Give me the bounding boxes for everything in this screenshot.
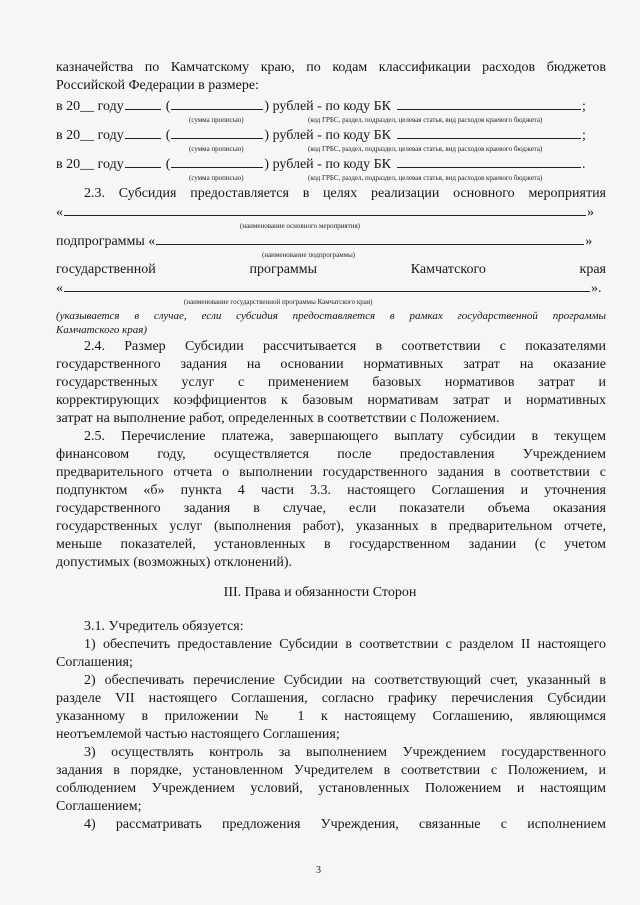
- year-row-1: [56, 97, 586, 116]
- sum-blank: [171, 155, 263, 168]
- gp-blank: [64, 279, 590, 292]
- gp-word: государственной: [56, 262, 156, 277]
- quote-open: «: [56, 281, 63, 296]
- rub-code-label: ) рублей - по коду БК: [264, 157, 392, 172]
- subprogram-hint: (наименование подпрограммы): [262, 251, 356, 259]
- s24-line-1: 2.4. Размер Субсидии рассчитывается в соответствии с показателями: [84, 339, 606, 354]
- code-hint: (код ГРБС, раздел, подраздел, целевая статья, вид расходов краевого бюджета): [308, 174, 543, 182]
- paren-open: (: [165, 128, 171, 143]
- year-row-2: [56, 126, 586, 145]
- row-end: ;: [582, 128, 586, 143]
- year-prefix: в 20__ году: [56, 128, 124, 143]
- paren-open: (: [165, 99, 171, 114]
- paren-open: (: [165, 157, 171, 172]
- sum-hint: (сумма прописью): [189, 174, 244, 182]
- page-number: 3: [316, 865, 321, 876]
- s31-p1-line-1: 1) обеспечить предоставление Субсидии в соответствии с разделом II настоящего: [84, 637, 606, 652]
- row-end: ;: [582, 99, 586, 114]
- year-blank: [125, 126, 161, 139]
- rub-code-label: ) рублей - по коду БК: [264, 99, 392, 114]
- year-blank: [125, 97, 161, 110]
- code-hint: (код ГРБС, раздел, подраздел, целевая статья, вид расходов краевого бюджета): [308, 116, 543, 124]
- s31-p2-line-2: разделе VII настоящего Соглашения, согласно графику перечисления Субсидии: [56, 691, 606, 706]
- main-activity-blank: [64, 203, 586, 216]
- s25-line-1: 2.5. Перечисление платежа, завершающего выплату субсидии в текущем: [84, 429, 606, 444]
- subprogram-row: [56, 232, 592, 251]
- s31-p3-line-2: задания в порядке, установленном Учредителем в соответствии с Положением, и: [56, 763, 606, 778]
- quote-close-dot: ».: [591, 281, 602, 296]
- gp-hint: (наименование государственной программы Камчатского края): [184, 298, 373, 306]
- intro-line-2: Российской Федерации в размере:: [56, 78, 259, 93]
- row-end: .: [582, 157, 586, 172]
- s25-line-7: меньше показателей, установленных в государственном задании (с учетом: [56, 537, 606, 552]
- rub-code-label: ) рублей - по коду БК: [264, 128, 392, 143]
- s31-p3-line-3: соблюдением Учреждением условий, установленных Положением и настоящим: [56, 781, 606, 796]
- s25-line-5: государственного задания в случае, если показатели объема оказания: [56, 501, 606, 516]
- quote-close: »: [587, 205, 594, 220]
- sum-hint: (сумма прописью): [189, 145, 244, 153]
- gp-name-row: [56, 279, 602, 298]
- s24-line-5: затрат на выполнение работ, определенных в соответствии с Положением.: [56, 411, 500, 426]
- s25-line-3: предварительного отчета о выполнении государственного задания в соответствии с: [56, 465, 606, 480]
- s25-line-4: подпунктом «б» пункта 4 части 3.3. настоящего Соглашения и уточнения: [56, 483, 606, 498]
- gp-word: программы: [249, 262, 318, 277]
- s24-line-2: государственного задания на основании нормативных затрат на оказание: [56, 357, 606, 372]
- s31-p3-line-4: Соглашением;: [56, 799, 142, 814]
- year-prefix: в 20__ году: [56, 157, 124, 172]
- gp-note-line-2: Камчатского края): [56, 324, 148, 336]
- s23-line-1: 2.3. Субсидия предоставляется в целях реализации основного мероприятия: [84, 186, 606, 201]
- year-blank: [125, 155, 161, 168]
- s31-p2-line-3: указанному в приложении № 1 к настоящему Соглашению, являющимся: [56, 709, 606, 724]
- code-blank: [397, 155, 581, 168]
- s24-line-4: корректирующих коэффициентов к базовым нормативам затрат и нормативных: [56, 393, 606, 408]
- sum-hint: (сумма прописью): [189, 116, 244, 124]
- year-row-3: [56, 155, 586, 174]
- s31-p2-line-1: 2) обеспечивать перечисление Субсидии на соответствующий счет, указанный в: [84, 673, 606, 688]
- s25-line-6: государственных услуг (выполнения работ), указанных в предварительном отчете,: [56, 519, 606, 534]
- s31-p4-line-1: 4) рассматривать предложения Учреждения, связанные с исполнением: [84, 817, 606, 832]
- subprogram-prefix: подпрограммы «: [56, 234, 156, 249]
- quote-close: »: [585, 234, 593, 249]
- main-activity-row: [56, 203, 594, 222]
- s25-line-2: финансовом году, осуществляется после предоставления Учреждением: [56, 447, 606, 462]
- section-heading: III. Права и обязанности Сторон: [223, 585, 417, 600]
- code-blank: [397, 126, 581, 139]
- s25-line-8: допустимых (возможных) отклонений).: [56, 555, 293, 570]
- gp-row: [56, 261, 606, 279]
- s31-p3-line-1: 3) осуществлять контроль за выполнением Учреждением государственного: [84, 745, 606, 760]
- main-activity-hint: (наименование основного мероприятия): [240, 222, 361, 230]
- s31-p1-line-2: Соглашения;: [56, 655, 133, 670]
- s31-p2-line-4: неотъемлемой частью настоящего Соглашения;: [56, 727, 340, 742]
- sum-blank: [171, 97, 263, 110]
- gp-note-line-1: (указывается в случае, если субсидия предоставляется в рамках государственной программы: [56, 310, 606, 322]
- s24-line-3: государственных услуг с применением базовых нормативов затрат и: [56, 375, 606, 390]
- code-blank: [397, 97, 581, 110]
- s31-intro: 3.1. Учредитель обязуется:: [84, 619, 244, 634]
- year-prefix: в 20__ году: [56, 99, 124, 114]
- quote-open: «: [56, 205, 63, 220]
- gp-word: Камчатского: [410, 262, 486, 277]
- gp-word: края: [579, 262, 606, 277]
- intro-line-1: казначейства по Камчатскому краю, по кодам классификации расходов бюджетов: [56, 60, 606, 75]
- code-hint: (код ГРБС, раздел, подраздел, целевая статья, вид расходов краевого бюджета): [308, 145, 543, 153]
- sum-blank: [171, 126, 263, 139]
- subprogram-blank: [156, 232, 584, 245]
